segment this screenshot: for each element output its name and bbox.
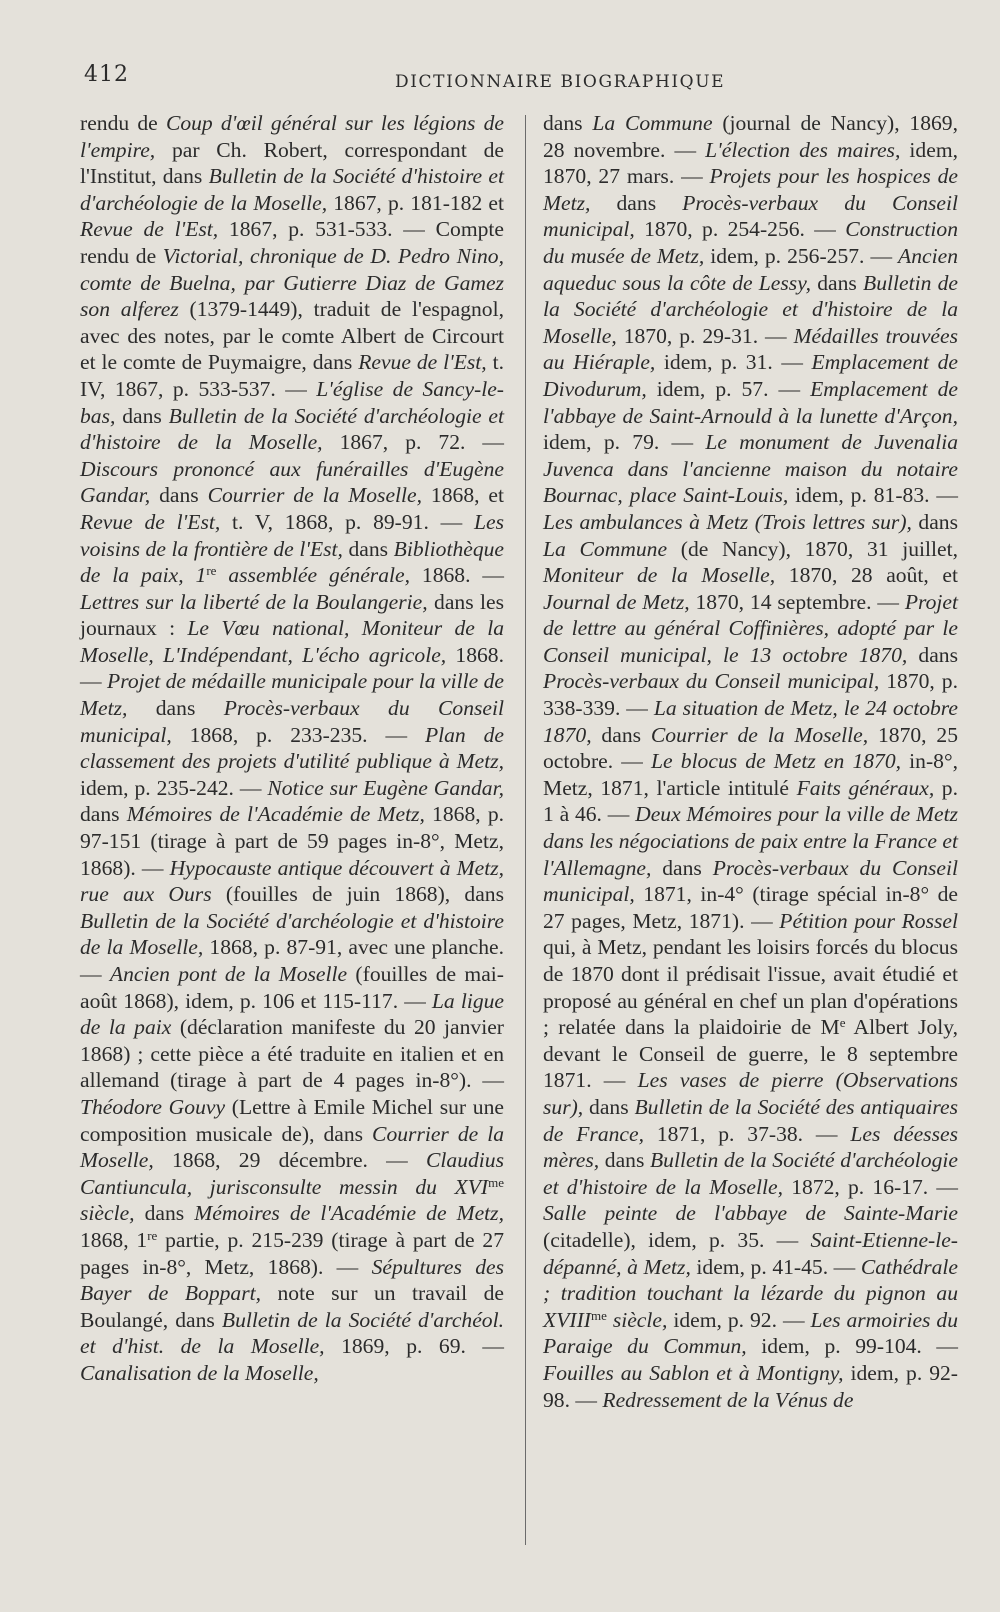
- text-run: idem, p. 92. —: [667, 1307, 811, 1332]
- italic-run: Courrier de la Moselle,: [80, 1121, 504, 1173]
- text-run: t. V, 1868, p. 89-91. —: [220, 509, 474, 534]
- text-run: partie, p. 215-239 (tirage à part de 27 pages in-8°, Metz, 1868). —: [80, 1227, 505, 1279]
- italic-run: La situation de Metz, le 24 octobre 1870,: [543, 696, 958, 747]
- italic-run: Médailles trouvées au Hiéraple,: [543, 323, 958, 375]
- running-head: DICTIONNAIRE BIOGRAPHIQUE: [395, 72, 726, 92]
- italic-run: Courrier de la Moselle,: [207, 483, 423, 508]
- text-run: idem, p. 92-98. —: [543, 1360, 958, 1412]
- text-run: 1867, p. 72. —: [322, 430, 504, 455]
- italic-run: Plan de classement des projets d'utilité publique à Metz,: [80, 722, 504, 774]
- italic-run: Lettres sur la liberté de la Boulangerie,: [80, 589, 428, 614]
- text-run: 1870, p. 29-31. —: [616, 323, 794, 348]
- italic-run: Revue de l'Est,: [80, 217, 219, 242]
- text-run: idem, p. 235-242. —: [80, 775, 268, 800]
- italic-run: Projets pour les hospices de Metz,: [543, 164, 958, 215]
- text-run: idem, p. 81-83. —: [788, 483, 958, 508]
- text-run: idem, 1870, 27 mars. —: [543, 137, 959, 189]
- text-run: dans: [127, 696, 224, 721]
- italic-run: Emplacement de l'abbaye de Saint-Arnould à la lunette d'Arçon,: [543, 376, 958, 428]
- text-run: rendu de: [80, 111, 166, 135]
- text-run: dans: [543, 111, 593, 135]
- italic-run: Discours prononcé aux funérailles d'Eugène Gandar,: [80, 456, 504, 508]
- italic-run: L'église de Sancy-le-bas,: [80, 376, 504, 428]
- italic-run: Revue de l'Est,: [80, 509, 221, 534]
- italic-run: Saint-Etienne-le-dépanné, à Metz,: [543, 1227, 958, 1279]
- text-run: (déclaration manifeste du 20 janvier 1868) ; cette pièce a été traduite en italien et en allemand (tirage à part de 4 pages in-8°). —: [80, 1015, 504, 1093]
- text-run: idem, p. 31. —: [655, 350, 812, 375]
- text-run: idem, p. 57. —: [646, 376, 811, 401]
- text-run: 1870, p. 254-256. —: [634, 217, 846, 242]
- superscript-run: e: [839, 1015, 846, 1031]
- text-run: dans: [591, 722, 651, 747]
- text-run: dans: [134, 1201, 195, 1226]
- italic-run: Le blocus de Metz en 1870,: [651, 749, 902, 774]
- text-run: par Ch. Robert, correspondant de l'Institut, dans: [80, 137, 504, 189]
- text-run: idem, p. 79. —: [543, 430, 706, 455]
- text-run: dans les journaux :: [80, 589, 504, 641]
- italic-run: Emplacement de Divodurum,: [543, 350, 958, 401]
- italic-run: Deux Mémoires pour la ville de Metz dans les négociations de paix entre la France et l'Allemagne,: [543, 802, 958, 880]
- text-run: t. IV, 1867, p. 533-537. —: [80, 350, 504, 401]
- italic-run: Ancien pont de la Moselle: [109, 962, 348, 986]
- text-run: 1869, p. 69. —: [324, 1334, 504, 1359]
- italic-run: La Commune: [592, 111, 713, 135]
- italic-run: Bulletin de la Société d'archéol. et d'hist. de la Moselle,: [80, 1307, 504, 1359]
- italic-run: Projet de lettre au général Coffinières, adopté par le Conseil municipal, le 13 octobre 1870,: [543, 589, 958, 667]
- text-run: 1868, et: [422, 483, 505, 508]
- text-run: qui, à Metz, pendant les loisirs forcés du blocus de 1870 dont il prédisait l'issue, avait étudié et proposé au général en chef un plan d'opérations ; relatée dans la plaidoirie de M: [543, 935, 958, 1040]
- right-column: [543, 110, 958, 1413]
- text-run: dans: [150, 483, 208, 508]
- italic-run: Procès-verbaux du Conseil municipal,: [80, 696, 504, 747]
- italic-run: Bulletin de la Société d'archéologie et d'histoire de la Moselle,: [80, 403, 504, 455]
- italic-run: me: [590, 1307, 607, 1323]
- italic-run: Procès-verbaux du Conseil municipal,: [543, 190, 958, 242]
- italic-run: me: [488, 1174, 504, 1190]
- italic-run: Mémoires de l'Académie de Metz,: [126, 802, 425, 827]
- text-run: dans: [810, 270, 864, 295]
- italic-run: Salle peinte de l'abbaye de Sainte-Marie: [543, 1201, 958, 1226]
- italic-run: siècle,: [606, 1307, 668, 1332]
- text-run: 1868, 29 décembre. —: [153, 1148, 426, 1173]
- italic-run: Fouilles au Sablon et à Montigny,: [543, 1360, 844, 1385]
- text-run: in-8°, Metz, 1871, l'article intitulé: [543, 749, 958, 800]
- italic-run: La Commune: [543, 536, 668, 561]
- italic-run: Canalisation de la Moselle,: [80, 1360, 319, 1385]
- italic-run: Pétition pour Rossel: [779, 908, 958, 933]
- italic-run: Les ambulances à Metz (Trois lettres sur),: [543, 509, 912, 534]
- text-run: 1867, p. 181-182 et: [327, 190, 504, 215]
- text-run: 1868. —: [409, 563, 505, 588]
- text-run: 1870, 14 septembre. —: [689, 589, 905, 614]
- text-run: (fouilles de juin 1868), dans: [211, 882, 504, 907]
- italic-run: assemblée générale,: [216, 563, 410, 588]
- italic-run: Hypocauste antique découvert à Metz, rue aux Ours: [80, 855, 504, 907]
- text-run: 1871, p. 37-38. —: [643, 1121, 851, 1146]
- italic-run: Bibliothèque de la paix, 1: [80, 536, 504, 588]
- text-run: 1871, in-4° (tirage spécial in-8° de 27 pages, Metz, 1871). —: [543, 882, 958, 933]
- italic-run: Redressement de la Vénus de: [602, 1387, 854, 1412]
- italic-run: Claudius Cantiuncula, jurisconsulte messin du XVI: [80, 1148, 504, 1199]
- italic-run: Mémoires de l'Académie de Metz,: [194, 1201, 504, 1226]
- text-run: dans: [80, 802, 127, 827]
- italic-run: Les déesses mères,: [543, 1121, 958, 1173]
- text-run: 1868. —: [80, 642, 504, 694]
- text-run: 1872, p. 16-17. —: [782, 1174, 958, 1199]
- italic-run: Courrier de la Moselle,: [650, 722, 869, 747]
- text-run: 1868, p. 87-91, avec une planche. —: [80, 935, 505, 986]
- text-run: (Lettre à Emile Michel sur une composition musicale de), dans: [80, 1094, 504, 1146]
- italic-run: Revue de l'Est,: [358, 350, 487, 375]
- text-run: 1870, p. 338-339. —: [543, 669, 959, 721]
- italic-run: Sépultures des Bayer de Boppart,: [80, 1254, 504, 1306]
- italic-run: Procès-verbaux du Conseil municipal,: [543, 669, 880, 694]
- text-run: (citadelle), idem, p. 35. —: [543, 1227, 811, 1252]
- text-run: dans: [583, 1094, 635, 1119]
- text-run: (de Nancy), 1870, 31 juillet,: [667, 536, 959, 561]
- italic-run: La ligue de la paix: [80, 988, 504, 1040]
- text-run: dans: [115, 403, 169, 428]
- italic-run: Les voisins de la frontière de l'Est,: [80, 509, 504, 561]
- italic-run: Journal de Metz,: [543, 589, 690, 614]
- italic-run: Bulletin de la Société des antiquaires de France,: [543, 1094, 958, 1146]
- text-run: 1867, p. 531-533. — Compte rendu de: [80, 217, 504, 268]
- page-number: 412: [84, 62, 129, 87]
- text-run: 1870, 28 août, et: [775, 563, 958, 588]
- italic-run: Les armoiries du Paraige du Commun,: [543, 1307, 958, 1359]
- italic-run: Coup d'œil général sur les légions de l'empire,: [80, 111, 504, 162]
- text-run: 1868, p. 97-151 (tirage à part de 59 pages in-8°, Metz, 1868). —: [80, 802, 505, 880]
- italic-run: re: [206, 563, 217, 579]
- text-run: dans: [651, 855, 713, 880]
- text-run: (1379-1449), traduit de l'espagnol, avec des notes, par le comte Albert de Circourt et le comte de Puymaigre, dans: [80, 297, 504, 375]
- text-run: p. 1 à 46. —: [543, 775, 958, 827]
- text-run: idem, p. 41-45. —: [690, 1254, 861, 1279]
- italic-run: Le monument de Juvenalia Juvenca dans l'ancienne maison du notaire Bournac, place Saint-Louis,: [543, 430, 959, 508]
- text-run: dans: [907, 642, 959, 667]
- italic-run: Victorial, chronique de D. Pedro Nino, comte de Buelna, par Gutierre Diaz de Gamez son alferez: [80, 243, 504, 322]
- superscript-run: re: [147, 1227, 158, 1243]
- italic-run: Le Vœu national, Moniteur de la Moselle, L'Indépendant, L'écho agricole,: [80, 616, 504, 667]
- italic-run: Théodore Gouvy: [80, 1094, 226, 1119]
- italic-run: Moniteur de la Moselle,: [543, 563, 776, 588]
- italic-run: Bulletin de la Société d'histoire et d'archéologie de la Moselle,: [80, 164, 504, 215]
- text-run: Albert Joly, devant le Conseil de guerre, le 8 septembre 1871. —: [543, 1015, 958, 1093]
- text-run: dans: [342, 536, 394, 561]
- text-run: idem, p. 99-104. —: [746, 1334, 958, 1359]
- text-run: (journal de Nancy), 1869, 28 novembre. —: [543, 111, 958, 162]
- italic-run: Les vases de pierre (Observations sur),: [543, 1068, 958, 1119]
- italic-run: Bulletin de la Société d'archéologie et d'histoire de la Moselle,: [543, 1148, 958, 1199]
- text-run: dans: [599, 1148, 650, 1173]
- text-run: dans: [590, 190, 683, 215]
- italic-run: L'élection des maires,: [705, 137, 901, 162]
- italic-run: Bulletin de la Société d'archéologie et d'histoire de la Moselle,: [543, 270, 958, 348]
- text-run: 1870, 25 octobre. —: [543, 722, 959, 774]
- text-run: 1868, 1: [80, 1227, 148, 1252]
- italic-run: Construction du musée de Metz,: [543, 217, 958, 268]
- italic-run: Ancien aqueduc sous la côte de Lessy,: [543, 243, 958, 295]
- italic-run: Notice sur Eugène Gandar,: [267, 775, 504, 800]
- text-run: idem, p. 256-257. —: [704, 243, 899, 268]
- text-run: note sur un travail de Boulangé, dans: [80, 1281, 504, 1332]
- left-column: [80, 110, 504, 1387]
- column-divider: [525, 115, 526, 1545]
- text-run: dans: [911, 509, 958, 534]
- text-run: (fouilles de mai-août 1868), idem, p. 106 et 115-117. —: [80, 962, 504, 1013]
- italic-run: Projet de médaille municipale pour la ville de Metz,: [80, 669, 504, 721]
- italic-run: Cathédrale ; tradition touchant la lézarde du pignon au XVIII: [543, 1254, 958, 1332]
- italic-run: Bulletin de la Société d'archéologie et d'histoire de la Moselle,: [80, 908, 504, 960]
- italic-run: Procès-verbaux du Conseil municipal,: [543, 855, 958, 907]
- italic-run: siècle,: [80, 1201, 135, 1226]
- text-run: 1868, p. 233-235. —: [171, 722, 425, 747]
- italic-run: Faits généraux,: [796, 775, 935, 800]
